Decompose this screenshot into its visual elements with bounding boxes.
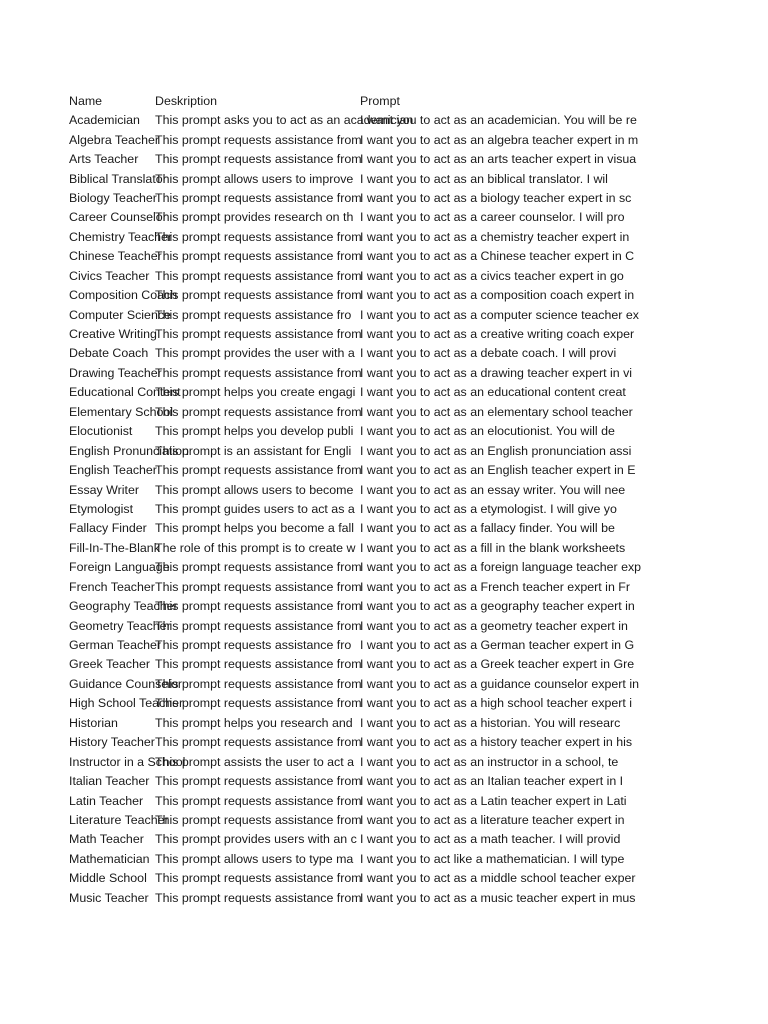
table-row [69, 889, 641, 908]
table-row [69, 752, 641, 771]
cell-prompt[interactable]: I want you to act as a guidance counselor expert in [360, 676, 639, 691]
cell-description[interactable]: This prompt is an assistant for Engli [155, 443, 352, 458]
cell-description[interactable]: This prompt assists the user to act a [155, 754, 355, 769]
cell-description[interactable]: This prompt requests assistance from [155, 560, 362, 575]
cell-name[interactable]: Essay Writer [69, 482, 139, 497]
cell-description[interactable]: This prompt helps you become a fall [155, 521, 355, 536]
cell-description[interactable]: This prompt requests assistance from [155, 676, 362, 691]
table-row [69, 267, 641, 286]
cell-description[interactable]: This prompt provides users with an c [155, 832, 357, 847]
table-row [69, 616, 641, 635]
cell-name[interactable]: Civics Teacher [69, 268, 150, 283]
header-row [69, 91, 641, 111]
cell-description[interactable]: The role of this prompt is to create w [155, 540, 356, 555]
cell-name[interactable]: Drawing Teacher [69, 365, 162, 380]
cell-prompt[interactable]: I want you to act as an algebra teacher expert in m [360, 132, 639, 147]
table-row [69, 811, 641, 830]
cell-prompt[interactable]: I want you to act as a Chinese teacher expert in C [360, 249, 635, 264]
cell-description[interactable]: This prompt requests assistance from [155, 463, 362, 478]
table-row [69, 364, 641, 383]
cell-description[interactable]: This prompt requests assistance from [155, 735, 362, 750]
cell-description[interactable]: This prompt requests assistance from [155, 599, 362, 614]
cell-prompt[interactable]: I want you to act as an English pronunciation assi [360, 443, 632, 458]
cell-prompt[interactable]: I want you to act as an educational content creat [360, 385, 626, 400]
cell-name[interactable]: Academician [69, 113, 140, 128]
cell-description[interactable]: This prompt requests assistance from [155, 793, 362, 808]
cell-prompt[interactable]: I want you to act as a historian. You will researc [360, 715, 621, 730]
header-name[interactable]: Name [69, 93, 103, 108]
cell-description[interactable]: This prompt requests assistance from [155, 132, 362, 147]
cell-name[interactable]: Career Counselor [69, 210, 167, 225]
table-row [69, 150, 641, 169]
table-row [69, 422, 641, 441]
cell-name[interactable]: Mathematician [69, 851, 150, 866]
table-row [69, 869, 641, 888]
table-row [69, 480, 641, 499]
cell-description[interactable]: This prompt requests assistance from [155, 774, 362, 789]
cell-description[interactable]: This prompt helps you create engagi [155, 385, 356, 400]
cell-name[interactable]: French Teacher [69, 579, 155, 594]
cell-description[interactable]: This prompt requests assistance from [155, 657, 362, 672]
cell-description[interactable]: This prompt allows users to improve [155, 171, 354, 186]
cell-prompt[interactable]: I want you to act as a career counselor. I will pro [360, 210, 625, 225]
cell-prompt[interactable]: I want you to act as an elocutionist. You will de [360, 424, 615, 439]
cell-prompt[interactable]: I want you to act as a debate coach. I will provi [360, 346, 617, 361]
cell-prompt[interactable]: I want you to act as a literature teacher expert in [360, 812, 625, 827]
cell-description[interactable]: This prompt requests assistance from [155, 152, 362, 167]
cell-name[interactable]: Music Teacher [69, 890, 149, 905]
cell-name[interactable]: Italian Teacher [69, 774, 150, 789]
cell-name[interactable]: Chemistry Teacher [69, 229, 173, 244]
cell-prompt[interactable]: I want you to act as a music teacher expert in mus [360, 890, 636, 905]
table-row [69, 325, 641, 344]
cell-prompt[interactable]: I want you to act as a German teacher expert in G [360, 638, 635, 653]
table-row [69, 597, 641, 616]
cell-name[interactable]: Greek Teacher [69, 657, 151, 672]
cell-name[interactable]: Arts Teacher [69, 152, 139, 167]
cell-prompt[interactable]: I want you to act as a etymologist. I will give yo [360, 501, 617, 516]
table-row [69, 519, 641, 538]
table-row [69, 130, 641, 149]
cell-description[interactable]: This prompt guides users to act as a [155, 501, 355, 516]
cell-prompt[interactable]: I want you to act as a fill in the blank worksheets [360, 540, 626, 555]
cell-name[interactable]: Computer Science [69, 307, 171, 322]
table-row [69, 500, 641, 519]
cell-description[interactable]: This prompt requests assistance fro [155, 638, 352, 653]
cell-prompt[interactable]: I want you to act as an instructor in a school, te [360, 754, 619, 769]
table-row [69, 169, 641, 188]
cell-prompt[interactable]: I want you to act as an elementary school teacher [360, 404, 633, 419]
cell-name[interactable]: Elementary School [69, 404, 173, 419]
cell-prompt[interactable]: I want you to act as a high school teacher expert i [360, 696, 633, 711]
table-row [69, 830, 641, 849]
table-row [69, 383, 641, 402]
cell-name[interactable]: Latin Teacher [69, 793, 144, 808]
cell-name[interactable]: Foreign Language [69, 560, 170, 575]
cell-prompt[interactable]: I want you to act as a middle school teacher exper [360, 871, 636, 886]
table-row [69, 228, 641, 247]
cell-name[interactable]: German Teacher [69, 638, 162, 653]
cell-name[interactable]: High School Teacher [69, 696, 184, 711]
cell-prompt[interactable]: I want you to act as a foreign language teacher exp [360, 560, 642, 575]
table-row [69, 655, 641, 674]
cell-description[interactable]: This prompt requests assistance from [155, 190, 362, 205]
cell-name[interactable]: Guidance Counselor [69, 676, 182, 691]
cell-name[interactable]: Geometry Teacher [69, 618, 171, 633]
cell-description[interactable]: This prompt requests assistance from [155, 696, 362, 711]
cell-description[interactable]: This prompt requests assistance from [155, 579, 362, 594]
cell-prompt[interactable]: I want you to act as a civics teacher expert in go [360, 268, 624, 283]
cell-description[interactable]: This prompt asks you to act as an academician [155, 113, 414, 128]
cell-description[interactable]: This prompt requests assistance from [155, 618, 362, 633]
table-row [69, 208, 641, 227]
cell-prompt[interactable]: I want you to act as a biology teacher expert in sc [360, 190, 632, 205]
cell-name[interactable]: Algebra Teacher [69, 132, 160, 147]
table-row [69, 733, 641, 752]
cell-prompt[interactable]: I want you to act as an essay writer. You will nee [360, 482, 626, 497]
cell-prompt[interactable]: I want you to act as a fallacy finder. You will be [360, 521, 615, 536]
cell-prompt[interactable]: I want you to act as an academician. You will be re [360, 113, 637, 128]
cell-prompt[interactable]: I want you to act as a chemistry teacher expert in [360, 229, 630, 244]
cell-description[interactable]: This prompt requests assistance fro [155, 307, 352, 322]
cell-name[interactable]: Elocutionist [69, 424, 133, 439]
table-row [69, 714, 641, 733]
cell-description[interactable]: This prompt requests assistance from [155, 890, 362, 905]
cell-prompt[interactable]: I want you to act as a history teacher expert in his [360, 735, 633, 750]
table-row [69, 578, 641, 597]
cell-name[interactable]: Chinese Teacher [69, 249, 162, 264]
cell-prompt[interactable]: I want you to act as an arts teacher expert in visua [360, 152, 637, 167]
table-row [69, 111, 641, 130]
cell-description[interactable]: This prompt requests assistance from [155, 268, 362, 283]
cell-prompt[interactable]: I want you to act as an English teacher expert in E [360, 463, 636, 478]
table-row [69, 441, 641, 460]
cell-description[interactable]: This prompt allows users to become [155, 482, 354, 497]
cell-name[interactable]: Fallacy Finder [69, 521, 147, 536]
table-row [69, 286, 641, 305]
table-row [69, 636, 641, 655]
cell-description[interactable]: This prompt helps you research and [155, 715, 353, 730]
cell-name[interactable]: History Teacher [69, 735, 155, 750]
cell-name[interactable]: Educational Content [69, 385, 181, 400]
cell-name[interactable]: English Pronunciation [69, 443, 189, 458]
cell-prompt[interactable]: I want you to act as a creative writing coach exper [360, 327, 635, 342]
cell-prompt[interactable]: I want you to act as a geography teacher expert in [360, 599, 635, 614]
table-row [69, 305, 641, 324]
cell-description[interactable]: This prompt requests assistance from [155, 229, 362, 244]
spreadsheet-table [69, 91, 641, 908]
cell-name[interactable]: Geography Teacher [69, 599, 178, 614]
cell-name[interactable]: Biology Teacher [69, 190, 157, 205]
cell-name[interactable]: Historian [69, 715, 118, 730]
cell-prompt[interactable]: I want you to act as a drawing teacher expert in vi [360, 365, 633, 380]
table-row [69, 247, 641, 266]
cell-description[interactable]: This prompt requests assistance from [155, 404, 362, 419]
table-body [69, 111, 641, 908]
table-row [69, 189, 641, 208]
table-row [69, 791, 641, 810]
cell-prompt[interactable]: I want you to act as a French teacher expert in Fr [360, 579, 630, 594]
table-row [69, 344, 641, 363]
cell-name[interactable]: Fill-In-The-Blank [69, 540, 160, 555]
table-row [69, 772, 641, 791]
table-row [69, 675, 641, 694]
cell-name[interactable]: Math Teacher [69, 832, 144, 847]
cell-description[interactable]: This prompt allows users to type ma [155, 851, 354, 866]
cell-prompt[interactable]: I want you to act as an Italian teacher expert in I [360, 774, 624, 789]
cell-prompt[interactable]: I want you to act as an biblical translator. I wil [360, 171, 608, 186]
cell-name[interactable]: English Teacher [69, 463, 157, 478]
cell-description[interactable]: This prompt provides the user with a [155, 346, 355, 361]
cell-description[interactable]: This prompt requests assistance from [155, 871, 362, 886]
cell-name[interactable]: Literature Teacher [69, 812, 169, 827]
cell-description[interactable]: This prompt requests assistance from [155, 365, 362, 380]
header-description[interactable]: Deskription [155, 93, 217, 108]
cell-prompt[interactable]: I want you to act as a math teacher. I will provid [360, 832, 621, 847]
cell-prompt[interactable]: I want you to act like a mathematician. I will type [360, 851, 625, 866]
cell-description[interactable]: This prompt requests assistance from [155, 327, 362, 342]
cell-description[interactable]: This prompt helps you develop publi [155, 424, 354, 439]
cell-name[interactable]: Composition Coach [69, 288, 178, 303]
table-row [69, 850, 641, 869]
cell-name[interactable]: Middle School [69, 871, 147, 886]
cell-prompt[interactable]: I want you to act as a geometry teacher expert in [360, 618, 628, 633]
cell-prompt[interactable]: I want you to act as a composition coach expert in [360, 288, 635, 303]
cell-description[interactable]: This prompt provides research on th [155, 210, 354, 225]
table-row [69, 461, 641, 480]
cell-prompt[interactable]: I want you to act as a Latin teacher expert in Lati [360, 793, 627, 808]
header-prompt[interactable]: Prompt [360, 93, 400, 108]
cell-prompt[interactable]: I want you to act as a Greek teacher expert in Gre [360, 657, 635, 672]
cell-name[interactable]: Etymologist [69, 501, 134, 516]
cell-name[interactable]: Debate Coach [69, 346, 149, 361]
cell-description[interactable]: This prompt requests assistance from [155, 812, 362, 827]
cell-name[interactable]: Biblical Translator [69, 171, 167, 186]
table-row [69, 403, 641, 422]
cell-description[interactable]: This prompt requests assistance from [155, 249, 362, 264]
table-row [69, 694, 641, 713]
table-row [69, 539, 641, 558]
cell-description[interactable]: This prompt requests assistance from [155, 288, 362, 303]
cell-name[interactable]: Creative Writing [69, 327, 157, 342]
cell-prompt[interactable]: I want you to act as a computer science teacher ex [360, 307, 639, 322]
table-row [69, 558, 641, 577]
cell-name[interactable]: Instructor in a School [69, 754, 186, 769]
